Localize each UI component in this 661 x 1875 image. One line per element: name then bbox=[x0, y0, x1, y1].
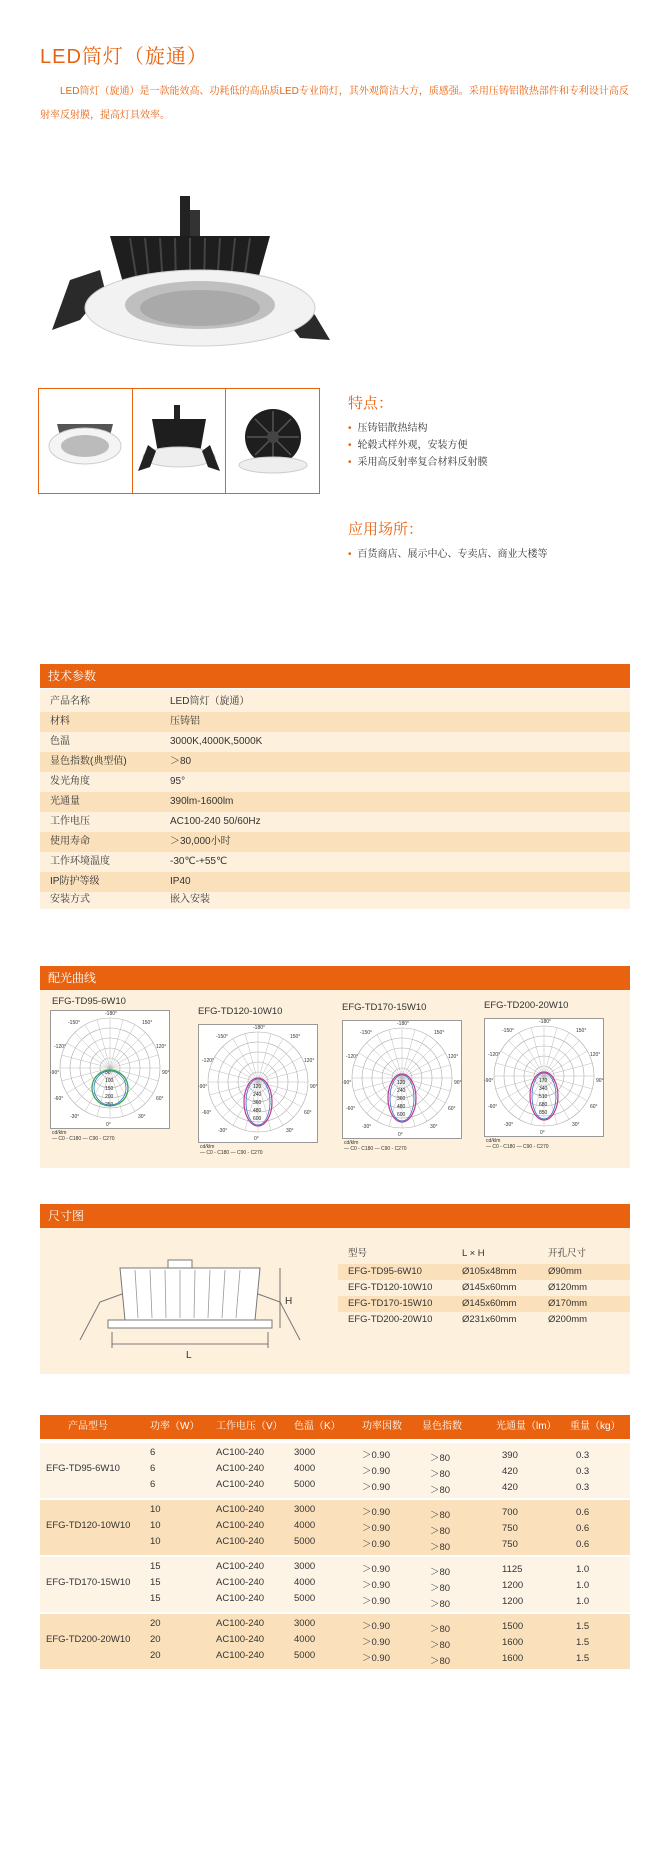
ring-label: 480 bbox=[253, 1108, 262, 1114]
dimension-row: EFG-TD95-6W10 Ø105x48mm Ø90mm bbox=[338, 1264, 630, 1280]
product-cell: ＞0.90 bbox=[362, 1564, 390, 1575]
product-cell: 5000 bbox=[294, 1650, 316, 1661]
angle-label: 0° bbox=[398, 1132, 403, 1138]
thumbnail-strip bbox=[38, 388, 320, 494]
product-cell: 750 bbox=[502, 1523, 518, 1534]
curve-title: EFG-TD170-15W10 bbox=[342, 1002, 427, 1013]
product-cell: 3000 bbox=[294, 1561, 316, 1572]
product-cell: AC100-240 bbox=[216, 1536, 265, 1547]
angle-label: 120° bbox=[304, 1058, 315, 1064]
product-cell: 1.0 bbox=[576, 1596, 590, 1607]
ring-label: 120 bbox=[253, 1084, 262, 1090]
ring-label: 200 bbox=[105, 1094, 114, 1100]
product-group bbox=[40, 1557, 630, 1612]
ring-label: 600 bbox=[253, 1116, 262, 1122]
dimension-row: EFG-TD170-15W10 Ø145x60mm Ø170mm bbox=[338, 1296, 630, 1312]
ring-label: 340 bbox=[539, 1086, 548, 1092]
angle-label: 90° bbox=[310, 1084, 318, 1090]
product-cell: ＞80 bbox=[430, 1526, 451, 1537]
product-cell: ＞0.90 bbox=[362, 1653, 390, 1664]
product-model: EFG-TD200-20W10 bbox=[46, 1634, 131, 1645]
product-cell: ＞80 bbox=[430, 1640, 451, 1651]
ring-label: 120 bbox=[397, 1080, 406, 1086]
angle-label: 120° bbox=[590, 1052, 601, 1058]
dimension-l-label: L bbox=[186, 1350, 192, 1361]
product-cell: 1.5 bbox=[576, 1653, 590, 1664]
product-group bbox=[40, 1500, 630, 1555]
product-cell: ＞0.90 bbox=[362, 1580, 390, 1591]
product-cell: ＞0.90 bbox=[362, 1507, 390, 1518]
ring-label: 680 bbox=[539, 1102, 548, 1108]
product-cell: ＞0.90 bbox=[362, 1637, 390, 1648]
specs-table bbox=[40, 689, 630, 909]
curve-unit: cd/klm bbox=[200, 1144, 215, 1150]
angle-label: 60° bbox=[448, 1106, 456, 1112]
spec-row: 光通量 390lm-1600lm bbox=[40, 792, 630, 812]
product-cell: 6 bbox=[150, 1479, 156, 1490]
application-list bbox=[348, 546, 548, 563]
angle-label: -180° bbox=[253, 1025, 266, 1031]
ring-label: 600 bbox=[397, 1112, 406, 1118]
spec-row: 工作电压 AC100-240 50/60Hz bbox=[50, 816, 261, 827]
product-cell: 390 bbox=[502, 1450, 518, 1461]
product-cell: 1200 bbox=[502, 1580, 524, 1591]
angle-label: -30° bbox=[70, 1114, 80, 1120]
angle-label: -60° bbox=[54, 1096, 64, 1102]
feature-item: • 采用高反射率复合材料反射膜 bbox=[348, 454, 488, 471]
angle-label: 0° bbox=[254, 1136, 259, 1142]
product-cell: ＞0.90 bbox=[362, 1596, 390, 1607]
product-cell: 1.0 bbox=[576, 1580, 590, 1591]
ring-label: 50 bbox=[105, 1070, 111, 1076]
ring-label: 240 bbox=[253, 1092, 262, 1098]
ring-label: 360 bbox=[397, 1096, 406, 1102]
specs-header: 技术参数 bbox=[40, 664, 630, 688]
ring-label: 480 bbox=[397, 1104, 406, 1110]
curve-unit: cd/klm bbox=[52, 1130, 67, 1136]
product-cell: AC100-240 bbox=[216, 1479, 265, 1490]
product-cell: 0.3 bbox=[576, 1482, 590, 1493]
product-cell: 700 bbox=[502, 1507, 518, 1518]
polar-curve-chart bbox=[342, 1020, 462, 1150]
product-cell: ＞80 bbox=[430, 1542, 451, 1553]
page-title: LED筒灯（旋通） bbox=[40, 46, 208, 68]
angle-label: -90° bbox=[484, 1078, 494, 1084]
product-cell: 0.3 bbox=[576, 1466, 590, 1477]
polar-curve-chart bbox=[484, 1018, 604, 1148]
product-cell: 1.0 bbox=[576, 1564, 590, 1575]
product-cell: AC100-240 bbox=[216, 1504, 265, 1515]
angle-label: 60° bbox=[156, 1096, 164, 1102]
product-cell: 0.3 bbox=[576, 1450, 590, 1461]
angle-label: -120° bbox=[202, 1058, 215, 1064]
product-cell: 10 bbox=[150, 1536, 161, 1547]
spec-row: 安装方式 嵌入安装 bbox=[50, 894, 210, 905]
angle-label: 30° bbox=[430, 1124, 438, 1130]
application-item: • 百货商店、展示中心、专卖店、商业大楼等 bbox=[348, 546, 548, 563]
polar-curve-chart bbox=[198, 1024, 318, 1154]
product-cell: 3000 bbox=[294, 1618, 316, 1629]
angle-label: -180° bbox=[105, 1011, 118, 1017]
angle-label: -150° bbox=[360, 1030, 373, 1036]
curve-unit: cd/klm bbox=[486, 1138, 501, 1144]
product-cell: 3000 bbox=[294, 1447, 316, 1458]
product-cell: ＞80 bbox=[430, 1485, 451, 1496]
angle-label: -30° bbox=[504, 1122, 514, 1128]
features-list bbox=[348, 420, 488, 471]
angle-label: 60° bbox=[590, 1104, 598, 1110]
product-cell: AC100-240 bbox=[216, 1561, 265, 1572]
product-cell: 20 bbox=[150, 1618, 161, 1629]
dimensions-header: 尺寸图 bbox=[40, 1204, 630, 1228]
product-cell: 5000 bbox=[294, 1593, 316, 1604]
product-cell: ＞0.90 bbox=[362, 1539, 390, 1550]
spec-row: 显色指数(典型值) ＞80 bbox=[40, 752, 630, 772]
angle-label: 90° bbox=[596, 1078, 604, 1084]
thumbnail-back[interactable] bbox=[226, 389, 319, 493]
product-cell: ＞80 bbox=[430, 1656, 451, 1667]
angle-label: -30° bbox=[362, 1124, 372, 1130]
product-cell: 3000 bbox=[294, 1504, 316, 1515]
angle-label: -60° bbox=[202, 1110, 212, 1116]
angle-label: 60° bbox=[304, 1110, 312, 1116]
product-cell: ＞80 bbox=[430, 1599, 451, 1610]
product-cell: AC100-240 bbox=[216, 1650, 265, 1661]
product-cell: AC100-240 bbox=[216, 1463, 265, 1474]
polar-curve-chart bbox=[50, 1010, 170, 1140]
product-cell: 1500 bbox=[502, 1621, 524, 1632]
product-cell: AC100-240 bbox=[216, 1577, 265, 1588]
spec-row: 发光角度 95° bbox=[50, 776, 186, 787]
product-cell: ＞80 bbox=[430, 1567, 451, 1578]
product-cell: AC100-240 bbox=[216, 1618, 265, 1629]
curve-legend: — C0 - C180 — C90 - C270 bbox=[200, 1150, 263, 1154]
ring-label: 240 bbox=[397, 1088, 406, 1094]
angle-label: 120° bbox=[448, 1054, 459, 1060]
angle-label: 30° bbox=[138, 1114, 146, 1120]
angle-label: -90° bbox=[342, 1080, 352, 1086]
product-cell: 420 bbox=[502, 1466, 518, 1477]
product-cell: 4000 bbox=[294, 1520, 316, 1531]
spec-row: 工作环境温度 -30℃-+55℃ bbox=[50, 856, 228, 867]
dimension-h-label: H bbox=[285, 1296, 293, 1307]
product-cell: AC100-240 bbox=[216, 1447, 265, 1458]
product-cell: 0.6 bbox=[576, 1539, 590, 1550]
product-cell: 1.5 bbox=[576, 1621, 590, 1632]
thumbnail-front[interactable] bbox=[39, 389, 133, 493]
product-cell: 4000 bbox=[294, 1634, 316, 1645]
product-cell: 6 bbox=[150, 1463, 156, 1474]
product-model: EFG-TD95-6W10 bbox=[46, 1463, 120, 1474]
product-cell: 5000 bbox=[294, 1536, 316, 1547]
product-cell: 5000 bbox=[294, 1479, 316, 1490]
product-cell: ＞0.90 bbox=[362, 1621, 390, 1632]
angle-label: 0° bbox=[540, 1130, 545, 1136]
angle-label: 30° bbox=[286, 1128, 294, 1134]
product-cell: 10 bbox=[150, 1520, 161, 1531]
product-cell: 15 bbox=[150, 1577, 161, 1588]
product-cell: ＞80 bbox=[430, 1510, 451, 1521]
dimension-drawing bbox=[60, 1254, 310, 1364]
dimension-row: EFG-TD120-10W10 Ø145x60mm Ø120mm bbox=[348, 1282, 588, 1293]
angle-label: -150° bbox=[216, 1034, 229, 1040]
curve-title: EFG-TD200-20W10 bbox=[484, 1000, 569, 1011]
angle-label: 150° bbox=[142, 1020, 153, 1026]
spec-row: 材料 压铸铝 bbox=[40, 712, 630, 732]
product-model: EFG-TD170-15W10 bbox=[46, 1577, 131, 1588]
dimension-row: EFG-TD200-20W10 Ø231x60mm Ø200mm bbox=[348, 1314, 588, 1325]
angle-label: -150° bbox=[68, 1020, 81, 1026]
product-cell: ＞80 bbox=[430, 1469, 451, 1480]
angle-label: 150° bbox=[576, 1028, 587, 1034]
angle-label: -120° bbox=[54, 1044, 67, 1050]
product-cell: 1.5 bbox=[576, 1637, 590, 1648]
ring-label: 170 bbox=[539, 1078, 548, 1084]
product-model: EFG-TD120-10W10 bbox=[46, 1520, 131, 1531]
curves-panel bbox=[40, 990, 630, 1168]
angle-label: -150° bbox=[502, 1028, 515, 1034]
product-cell: ＞80 bbox=[430, 1453, 451, 1464]
curves-header: 配光曲线 bbox=[40, 966, 630, 990]
ring-label: 510 bbox=[539, 1094, 548, 1100]
angle-label: 0° bbox=[106, 1122, 111, 1128]
product-cell: 1600 bbox=[502, 1637, 524, 1648]
spec-row: 使用寿命 ＞30,000小时 bbox=[40, 832, 630, 852]
dimension-header-row: 型号 L × H 开孔尺寸 bbox=[348, 1248, 587, 1259]
application-heading: 应用场所： bbox=[348, 521, 424, 538]
ring-label: 150 bbox=[105, 1086, 114, 1092]
product-cell: AC100-240 bbox=[216, 1520, 265, 1531]
curve-unit: cd/klm bbox=[344, 1140, 359, 1146]
product-cell: AC100-240 bbox=[216, 1593, 265, 1604]
product-cell: 20 bbox=[150, 1650, 161, 1661]
curve-legend: — C0 - C180 — C90 - C270 bbox=[486, 1144, 549, 1148]
product-cell: 4000 bbox=[294, 1577, 316, 1588]
ring-label: 100 bbox=[105, 1078, 114, 1084]
product-cell: ＞0.90 bbox=[362, 1482, 390, 1493]
angle-label: -90° bbox=[50, 1070, 60, 1076]
product-cell: 0.6 bbox=[576, 1507, 590, 1518]
angle-label: -180° bbox=[397, 1021, 410, 1027]
product-cell: 15 bbox=[150, 1593, 161, 1604]
product-cell: ＞0.90 bbox=[362, 1466, 390, 1477]
angle-label: -120° bbox=[346, 1054, 359, 1060]
thumbnail-side[interactable] bbox=[133, 389, 227, 493]
product-cell: 1600 bbox=[502, 1653, 524, 1664]
curve-legend: — C0 - C180 — C90 - C270 bbox=[52, 1136, 115, 1140]
feature-item: • 轮毂式样外观，安装方便 bbox=[348, 437, 488, 454]
angle-label: -120° bbox=[488, 1052, 501, 1058]
product-cell: ＞80 bbox=[430, 1583, 451, 1594]
curve-legend: — C0 - C180 — C90 - C270 bbox=[344, 1146, 407, 1150]
angle-label: -30° bbox=[218, 1128, 228, 1134]
angle-label: -60° bbox=[488, 1104, 498, 1110]
product-cell: 420 bbox=[502, 1482, 518, 1493]
product-cell: 4000 bbox=[294, 1463, 316, 1474]
product-cell: 1125 bbox=[502, 1564, 523, 1575]
product-cell: 6 bbox=[150, 1447, 156, 1458]
product-hero-image bbox=[40, 180, 330, 350]
features-heading: 特点： bbox=[348, 395, 394, 412]
angle-label: 30° bbox=[572, 1122, 580, 1128]
dimensions-panel bbox=[40, 1228, 630, 1374]
spec-row: IP防护等级 IP40 bbox=[40, 872, 630, 892]
curve-title: EFG-TD95-6W10 bbox=[52, 996, 126, 1007]
angle-label: 90° bbox=[454, 1080, 462, 1086]
spec-row: 色温 3000K,4000K,5000K bbox=[50, 736, 263, 747]
angle-label: 120° bbox=[156, 1044, 167, 1050]
intro-text: LED筒灯（旋通）是一款能效高、功耗低的高品质LED专业筒灯，其外观简洁大方，质感强。采用压铸铝散热部件和专利设计高反射率反射膜，提高灯具效率。 bbox=[40, 86, 629, 121]
product-cell: ＞0.90 bbox=[362, 1450, 390, 1461]
product-group bbox=[40, 1614, 630, 1669]
product-group bbox=[40, 1443, 630, 1498]
product-cell: 1200 bbox=[502, 1596, 524, 1607]
feature-item: • 压铸铝散热结构 bbox=[348, 420, 488, 437]
angle-label: -90° bbox=[198, 1084, 208, 1090]
product-cell: ＞0.90 bbox=[362, 1523, 390, 1534]
product-cell: 15 bbox=[150, 1561, 161, 1572]
angle-label: -180° bbox=[539, 1019, 552, 1025]
ring-label: 360 bbox=[253, 1100, 262, 1106]
product-cell: 10 bbox=[150, 1504, 161, 1515]
product-cell: ＞80 bbox=[430, 1624, 451, 1635]
ring-label: 850 bbox=[539, 1110, 548, 1116]
product-cell: 20 bbox=[150, 1634, 161, 1645]
angle-label: 90° bbox=[162, 1070, 170, 1076]
spec-row: 产品名称 LED筒灯（旋通） bbox=[50, 696, 250, 707]
product-cell: AC100-240 bbox=[216, 1634, 265, 1645]
angle-label: 150° bbox=[290, 1034, 301, 1040]
ring-label: 250 bbox=[105, 1102, 114, 1108]
product-cell: 750 bbox=[502, 1539, 518, 1550]
product-cell: 0.6 bbox=[576, 1523, 590, 1534]
product-table-header: 产品型号 功率（W） 工作电压（V） 色温（K） 功率因数 显色指数 光通量（lm） 重量（kg） bbox=[40, 1415, 630, 1439]
angle-label: -60° bbox=[346, 1106, 356, 1112]
curve-title: EFG-TD120-10W10 bbox=[198, 1006, 283, 1017]
angle-label: 150° bbox=[434, 1030, 445, 1036]
